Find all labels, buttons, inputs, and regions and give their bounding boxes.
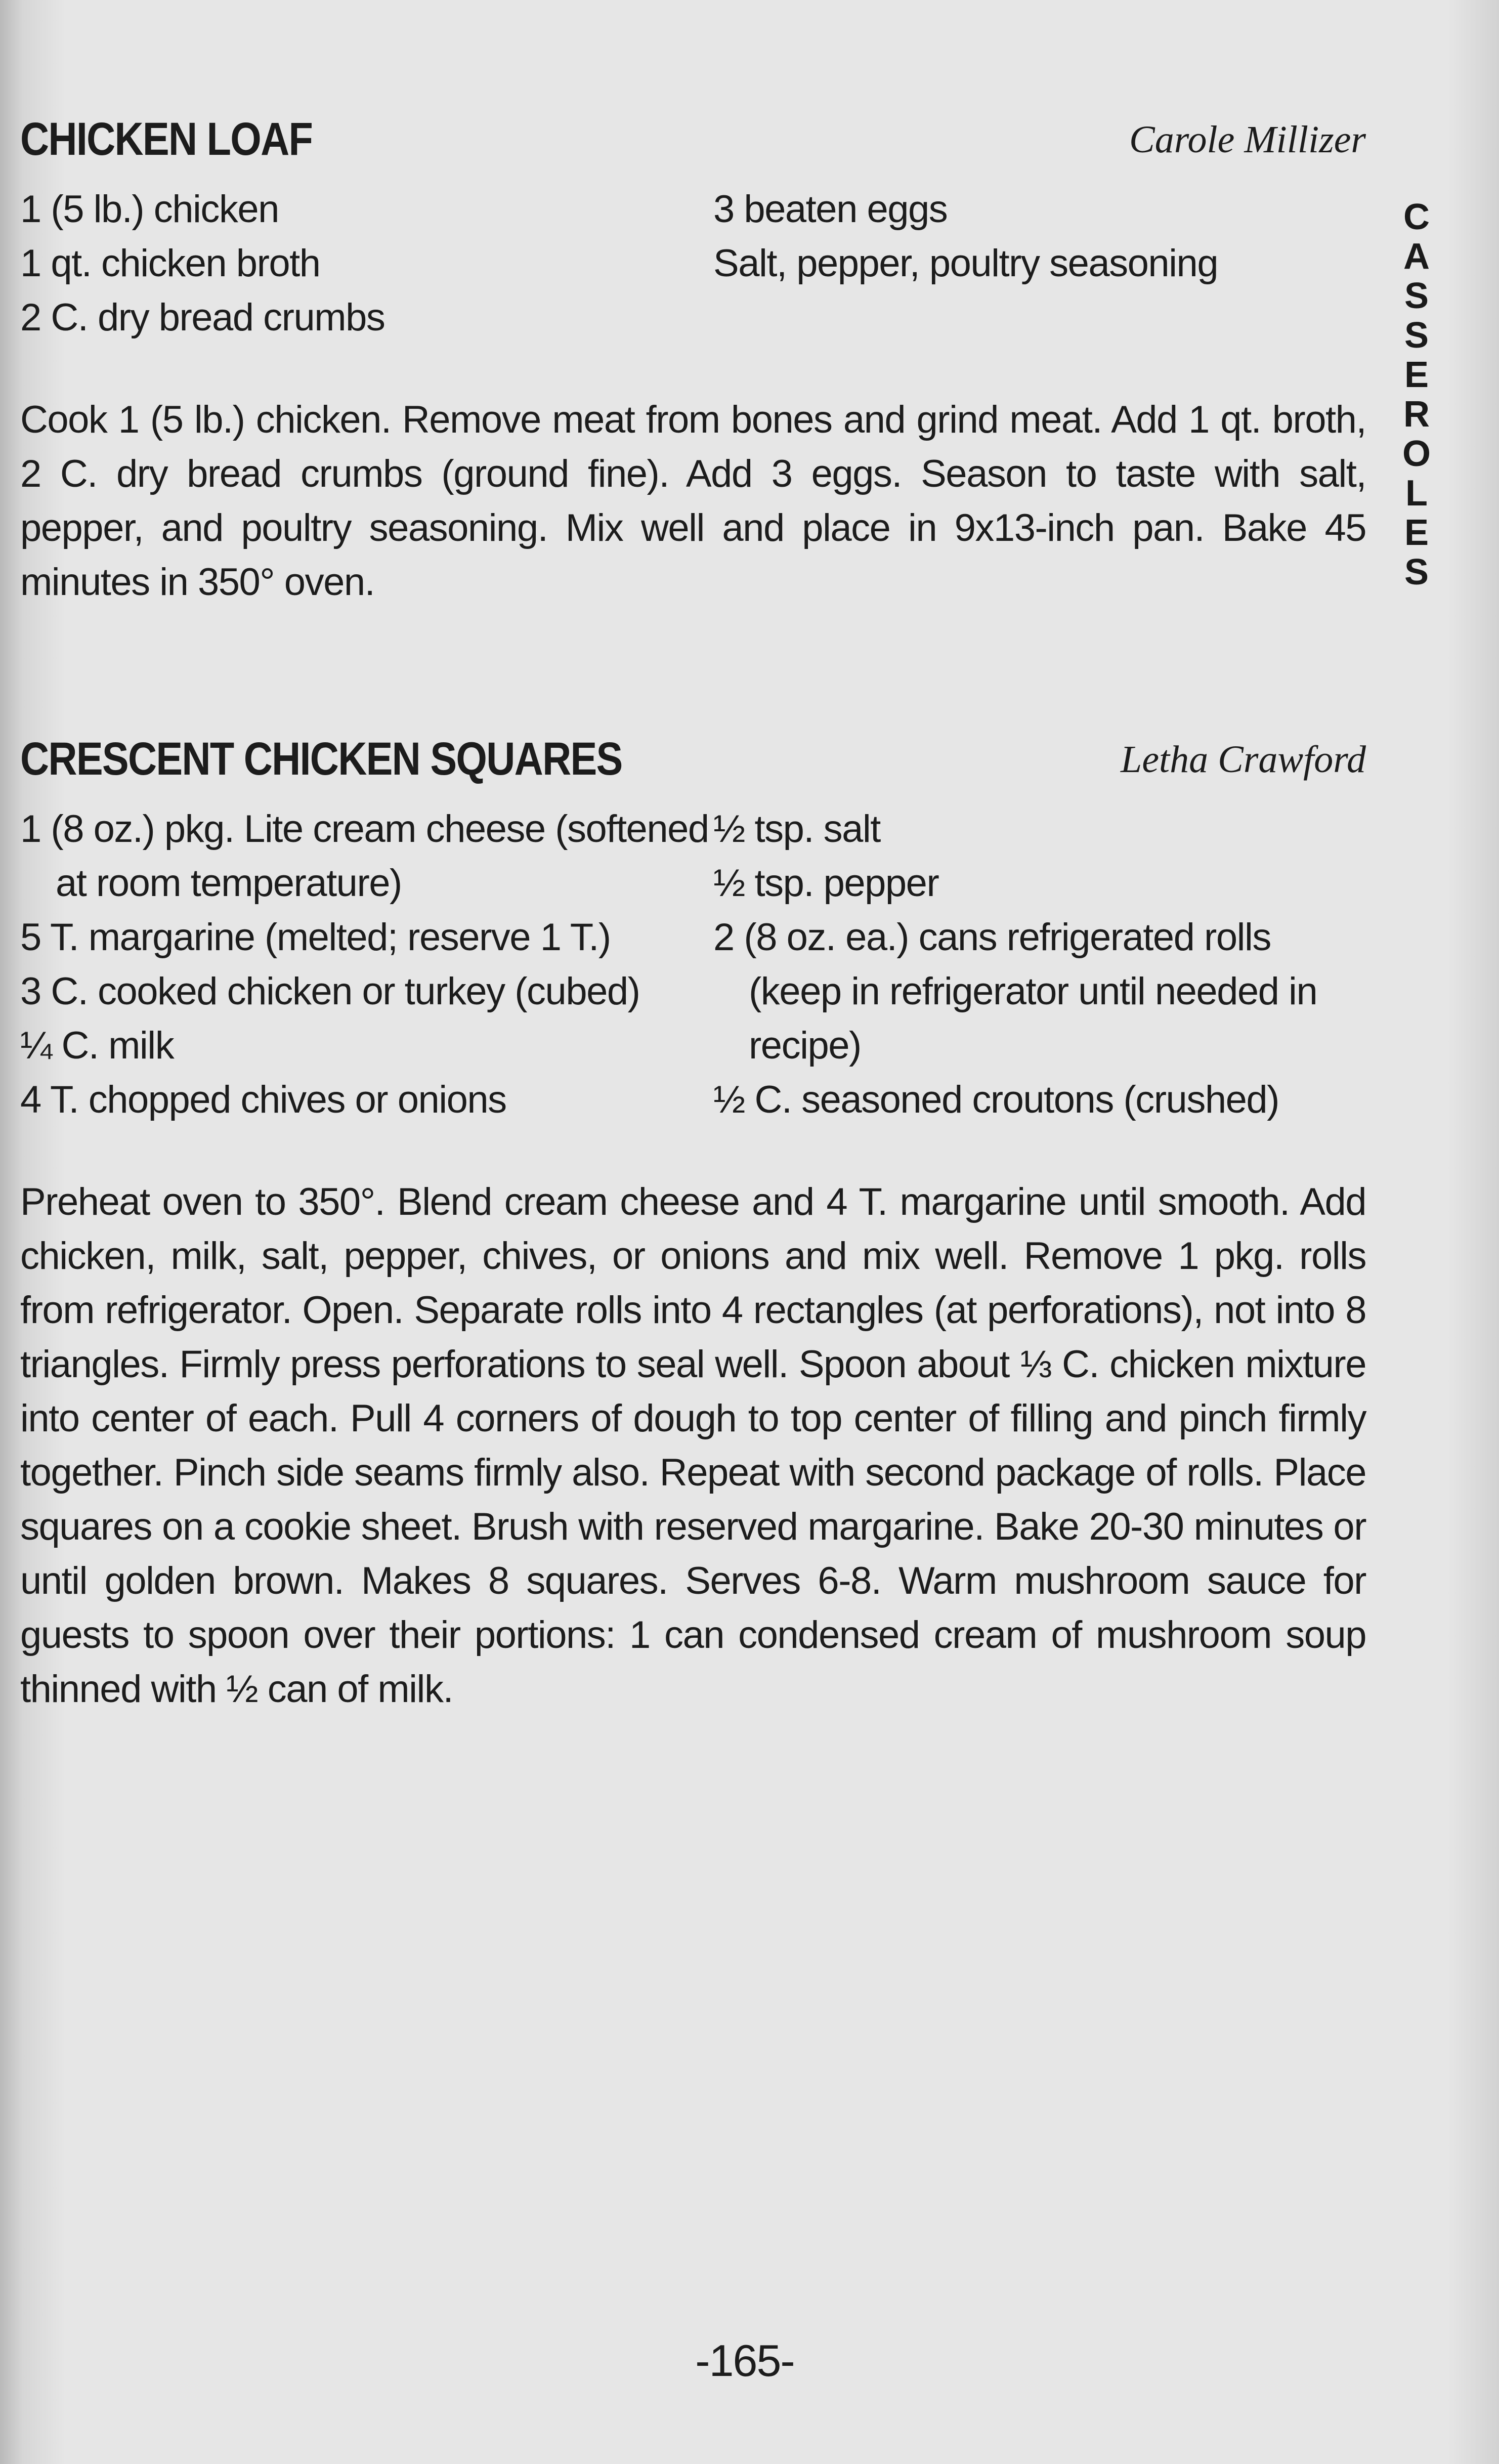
- ingredient-item: 3 C. cooked chicken or turkey (cubed): [20, 970, 640, 1013]
- recipe-author: Letha Crawford: [1121, 738, 1366, 781]
- section-tab-letter: S: [1404, 276, 1429, 316]
- ingredient-item: 5 T. margarine (melted; reserve 1 T.): [20, 916, 611, 959]
- recipe-crescent-chicken-squares: [20, 731, 1366, 1716]
- recipe-header: [20, 111, 1366, 167]
- recipe-author: Carole Millizer: [1129, 118, 1366, 161]
- ingredient-item: Salt, pepper, poultry seasoning: [713, 242, 1218, 285]
- ingredient-item: ½ C. seasoned croutons (crushed): [713, 1078, 1279, 1121]
- section-tab-letter: O: [1402, 434, 1431, 474]
- recipe-directions: Cook 1 (5 lb.) chicken. Remove meat from bones and grind meat. Add 1 qt. broth, 2 C. dry bread crumbs (ground fine). Add 3 eggs. Season to taste with salt, pepper, and poultry seasoning. Mix well and place in 9x13-inch pan. Bake 45 minutes in 350° oven.: [20, 398, 1366, 604]
- ingredient-list: [20, 182, 1366, 345]
- recipe-directions: Preheat oven to 350°. Blend cream cheese and 4 T. margarine until smooth. Add chicken, milk, salt, pepper, chives, or onions and mix well. Remove 1 pkg. rolls from refrigerator. Open. Separate rolls into 4 rectangles (at perforations), not into 8 triangles. Firmly press perforations to seal well. Spoon about ⅓ C. chicken mixture into center of each. Pull 4 corners of dough to top center of filling and pinch firmly together. Pinch side seams firmly also. Repeat with second package of rolls. Place squares on a cookie sheet. Brush with reserved margarine. Bake 20-30 minutes or until golden brown. Makes 8 squares. Serves 6-8. Warm mushroom sauce for guests to spoon over their portions: 1 can condensed cream of mushroom soup thinned with ½ can of milk.: [20, 1180, 1366, 1711]
- section-tab-letter: S: [1404, 552, 1429, 592]
- section-tab-casseroles: [1396, 197, 1437, 592]
- ingredient-item: 2 (8 oz. ea.) cans refrigerated rolls (keep in refrigerator until needed in recipe): [713, 916, 1317, 1067]
- ingredient-item: 2 C. dry bread crumbs: [20, 296, 385, 339]
- recipe-title: CHICKEN LOAF: [20, 113, 313, 165]
- ingredient-item: ½ tsp. pepper: [713, 862, 939, 905]
- recipe-header: [20, 731, 1366, 787]
- section-tab-letter: S: [1404, 315, 1429, 356]
- ingredient-item: 1 qt. chicken broth: [20, 242, 320, 285]
- section-tab-letter: E: [1404, 513, 1429, 553]
- ingredient-item: ¼ C. milk: [20, 1024, 174, 1067]
- ingredient-column-right: [713, 802, 1366, 1127]
- ingredient-column-left: [20, 802, 713, 1127]
- ingredient-list: [20, 802, 1366, 1127]
- section-tab-letter: A: [1403, 236, 1430, 277]
- ingredient-item: ½ tsp. salt: [713, 808, 880, 851]
- ingredient-item: 3 beaten eggs: [713, 188, 948, 231]
- section-tab-letter: R: [1403, 394, 1430, 435]
- ingredient-item: 4 T. chopped chives or onions: [20, 1078, 506, 1121]
- ingredient-item: 1 (5 lb.) chicken: [20, 188, 279, 231]
- section-tab-letter: C: [1403, 197, 1430, 237]
- section-tab-letter: E: [1404, 355, 1429, 395]
- page-content: [20, 111, 1366, 1755]
- recipe-chicken-loaf: [20, 111, 1366, 609]
- recipe-title: CRESCENT CHICKEN SQUARES: [20, 733, 622, 785]
- ingredient-column-left: [20, 182, 713, 345]
- ingredient-item: 1 (8 oz.) pkg. Lite cream cheese (softened at room temperature): [20, 808, 709, 905]
- section-tab-letter: L: [1405, 473, 1428, 514]
- page-number: -165-: [695, 2335, 794, 2386]
- ingredient-column-right: [713, 182, 1366, 345]
